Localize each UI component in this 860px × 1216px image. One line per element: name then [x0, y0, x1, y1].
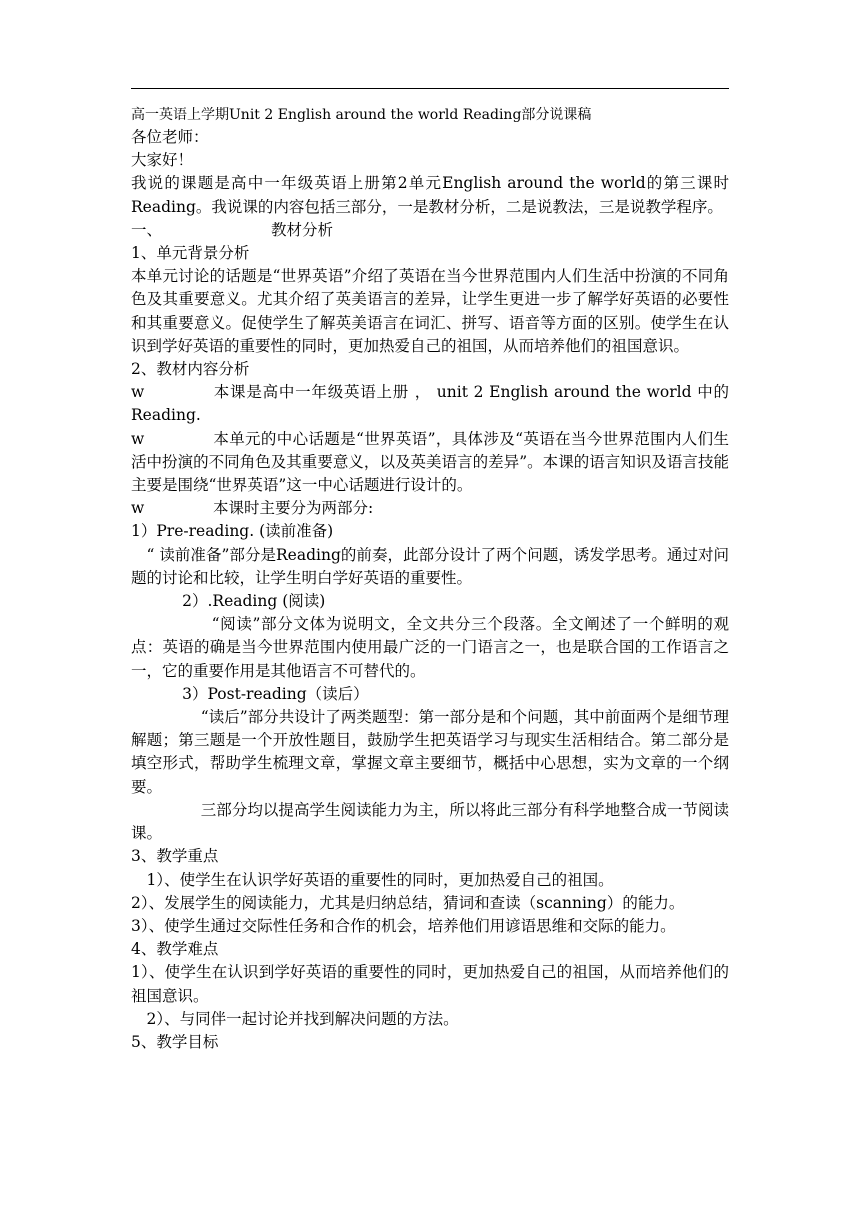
subheading-unit-background: 1、单元背景分析 — [131, 244, 250, 263]
subheading-difficulties: 4、教学难点 — [131, 940, 219, 959]
list-item: 3）、使学生通过交际性任务和合作的机会，培养他们用谚语思维和交际的能力。 — [131, 916, 676, 935]
reading-heading: 2）.Reading (阅读) — [182, 592, 326, 611]
list-item: 1）、使学生在认识到学好英语的重要性的同时，更加热爱自己的祖国，从而培养他们的祖国意识。 — [131, 963, 729, 1005]
list-item: 1）、使学生在认识学好英语的重要性的同时，更加热爱自己的祖国。 — [146, 870, 614, 889]
subheading-key-points: 3、教学重点 — [131, 847, 219, 866]
reading-paragraph: “阅读”部分文体为说明文，全文共分三个段落。全文阐述了一个鲜明的观点：英语的确是当今世界范围内使用最广泛的一门语言之一，也是联合国的工作语言之一，它的重要作用是其他语言不可替代的。 — [131, 615, 729, 680]
subheading-objectives: 5、教学目标 — [131, 1032, 219, 1051]
greeting: 各位老师： — [131, 128, 209, 146]
header-rule — [131, 88, 729, 89]
section-number: 一、 — [131, 220, 163, 239]
subheading-content-analysis: 2、教材内容分析 — [131, 360, 250, 379]
section-heading — [131, 219, 729, 242]
intro-paragraph: 我说的课题是高中一年级英语上册第2单元English around the world的第三课时Reading。我说课的内容包括三部分，一是教材分析，二是说教法，三是说教学程序。 — [131, 174, 729, 216]
pre-reading-heading: 1）Pre-reading. (读前准备) — [131, 522, 334, 541]
bullet-marker: w — [131, 429, 145, 448]
bullet-text: 本课是高中一年级英语上册 ， unit 2 English around the world 中的Reading. — [131, 383, 729, 425]
summary-paragraph: 三部分均以提高学生阅读能力为主，所以将此三部分有科学地整合成一节阅读课。 — [131, 800, 729, 843]
bullet-text: 本课时主要分为两部分: — [213, 499, 374, 518]
bullet-item — [131, 381, 729, 427]
list-item: 2）、发展学生的阅读能力，尤其是归纳总结，猜词和查读（scanning）的能力。 — [131, 893, 685, 912]
post-reading-heading: 3）Post-reading（读后） — [182, 684, 369, 703]
bullet-item — [131, 497, 729, 520]
section-title: 教材分析 — [271, 220, 334, 239]
list-item: 2）、与同伴一起讨论并找到解决问题的方法。 — [146, 1009, 459, 1028]
document-body — [131, 104, 729, 1054]
bullet-marker: w — [131, 499, 145, 518]
document-header: 高一英语上学期Unit 2 English around the world Reading部分说课稿 — [131, 107, 592, 123]
paragraph-unit-background: 本单元讨论的话题是“世界英语”介绍了英语在当今世界范围内人们生活中扮演的不同角色及其重要意义。尤其介绍了英美语言的差异，让学生更进一步了解学好英语的必要性和其重要意义。促使学生了解英美语言在词汇、拼写、语音等方面的区别。使学生在认识到学好英语的重要性的同时，更加热爱自己的祖国，从而培养他们的祖国意识。 — [131, 267, 729, 355]
bullet-item — [131, 428, 729, 498]
bullet-marker: w — [131, 383, 145, 402]
hello: 大家好！ — [131, 151, 194, 170]
post-reading-paragraph: “读后”部分共设计了两类题型：第一部分是和个问题，其中前面两个是细节理解题；第三题是一个开放性题目，鼓励学生把英语学习与现实生活相结合。第二部分是填空形式，帮助学生梳理文章，掌握文章主要细节，概括中心思想，实为文章的一个纲要。 — [131, 708, 729, 796]
bullet-text: 本单元的中心话题是“世界英语”，具体涉及“英语在当今世界范围内人们生活中扮演的不同角色及其重要意义，以及英美语言的差异”。本课的语言知识及语言技能主要是围绕“世界英语”这一中心话题进行设计的。 — [131, 429, 729, 495]
pre-reading-paragraph: “ 读前准备”部分是Reading的前奏，此部分设计了两个问题，诱发学思考。通过对问题的讨论和比较，让学生明白学好英语的重要性。 — [131, 545, 729, 587]
